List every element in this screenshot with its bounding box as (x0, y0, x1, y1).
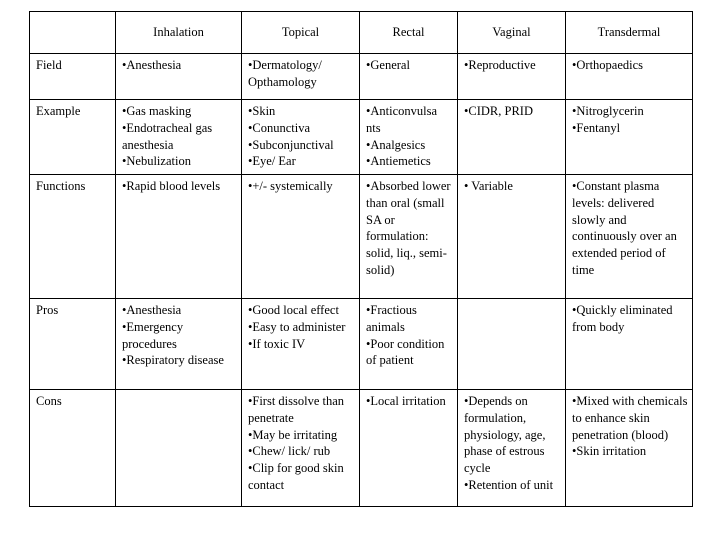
table-row-pros (30, 299, 693, 390)
table-body (30, 54, 693, 507)
cell-line: •Analgesics (366, 137, 426, 152)
cell-functions-inhalation (116, 175, 242, 299)
cell-line: •Antiemetics (366, 154, 431, 169)
header-row (30, 12, 693, 54)
cell-line: •Conunctiva (248, 120, 311, 135)
cell-field-transdermal (566, 54, 693, 100)
cell-line: •Absorbed lower than oral (small SA or formulation: solid, liq., semi-solid) (366, 179, 451, 277)
cell-cons-topical (242, 390, 360, 507)
row-label-pros: Pros (30, 299, 116, 390)
header-transdermal: Transdermal (566, 12, 693, 54)
cell-line: •Fentanyl (572, 120, 621, 135)
cell-line: •First dissolve than penetrate (248, 394, 345, 425)
header-corner (30, 12, 116, 54)
cell-functions-topical (242, 175, 360, 299)
cell-line: •Eye/ Ear (248, 154, 296, 169)
cell-line: • Variable (464, 179, 513, 193)
row-label-field: Field (30, 54, 116, 100)
table-row-example (30, 100, 693, 175)
table-row-cons (30, 390, 693, 507)
cell-line: •Good local effect (248, 303, 339, 317)
cell-line: •Nebulization (122, 154, 191, 169)
cell-line: •Anticonvulsa nts (366, 104, 438, 135)
header-inhalation: Inhalation (116, 12, 242, 54)
table-row-functions (30, 175, 693, 299)
cell-line: •Dermatology/ Opthamology (248, 58, 322, 89)
cell-line: •Gas masking (122, 104, 192, 118)
cell-pros-topical (242, 299, 360, 390)
cell-field-topical (242, 54, 360, 100)
cell-line: •Respiratory disease (122, 353, 224, 368)
cell-example-vaginal (458, 100, 566, 175)
cell-line: •Anesthesia (122, 303, 182, 317)
cell-field-inhalation (116, 54, 242, 100)
cell-line: •Endotracheal gas anesthesia (122, 120, 213, 152)
cell-pros-rectal (360, 299, 458, 390)
cell-line: •Nitroglycerin (572, 104, 644, 118)
row-label-example: Example (30, 100, 116, 175)
cell-line: •Poor condition of patient (366, 336, 445, 368)
cell-field-vaginal (458, 54, 566, 100)
routes-of-administration-table (29, 11, 693, 507)
cell-line: •Chew/ lick/ rub (248, 444, 331, 459)
cell-line: •Fractious animals (366, 303, 417, 334)
cell-line: •Constant plasma levels: delivered slowly and continuously over an extended period of time (572, 179, 677, 277)
cell-line: •Reproductive (464, 58, 536, 72)
cell-line: •CIDR, PRID (464, 104, 533, 118)
table-row-field (30, 54, 693, 100)
cell-functions-transdermal (566, 175, 693, 299)
row-label-cons: Cons (30, 390, 116, 507)
cell-example-transdermal (566, 100, 693, 175)
cell-pros-transdermal (566, 299, 693, 390)
cell-functions-rectal (360, 175, 458, 299)
cell-line: •Mixed with chemicals to enhance skin penetration (blood) (572, 394, 688, 442)
cell-cons-rectal (360, 390, 458, 507)
cell-line: •Subconjunctival (248, 137, 334, 152)
header-topical: Topical (242, 12, 360, 54)
cell-line: •Local irritation (366, 394, 446, 408)
cell-line: •If toxic IV (248, 336, 306, 351)
cell-line: •Easy to administer (248, 319, 346, 334)
header-vaginal: Vaginal (458, 12, 566, 54)
cell-line: •Emergency procedures (122, 319, 184, 351)
cell-line: •Retention of unit (464, 477, 554, 492)
cell-line: •Depends on formulation, physiology, age, phase of estrous cycle (464, 394, 546, 476)
cell-line: •Anesthesia (122, 58, 182, 72)
cell-line: •May be irritating (248, 427, 338, 442)
row-label-functions: Functions (30, 175, 116, 299)
cell-line: •Quickly eliminated from body (572, 303, 673, 334)
cell-line: •+/- systemically (248, 179, 333, 193)
cell-line: •Skin irritation (572, 444, 647, 459)
cell-line: •Rapid blood levels (122, 179, 221, 193)
cell-functions-vaginal (458, 175, 566, 299)
cell-line: •Skin (248, 104, 276, 118)
cell-line: •General (366, 58, 410, 72)
cell-cons-transdermal (566, 390, 693, 507)
cell-line: •Orthopaedics (572, 58, 644, 72)
cell-example-inhalation (116, 100, 242, 175)
header-rectal: Rectal (360, 12, 458, 54)
cell-pros-vaginal (458, 299, 566, 390)
cell-line: •Clip for good skin contact (248, 461, 344, 492)
cell-pros-inhalation (116, 299, 242, 390)
cell-example-topical (242, 100, 360, 175)
cell-cons-inhalation (116, 390, 242, 507)
cell-cons-vaginal (458, 390, 566, 507)
cell-example-rectal (360, 100, 458, 175)
cell-field-rectal (360, 54, 458, 100)
